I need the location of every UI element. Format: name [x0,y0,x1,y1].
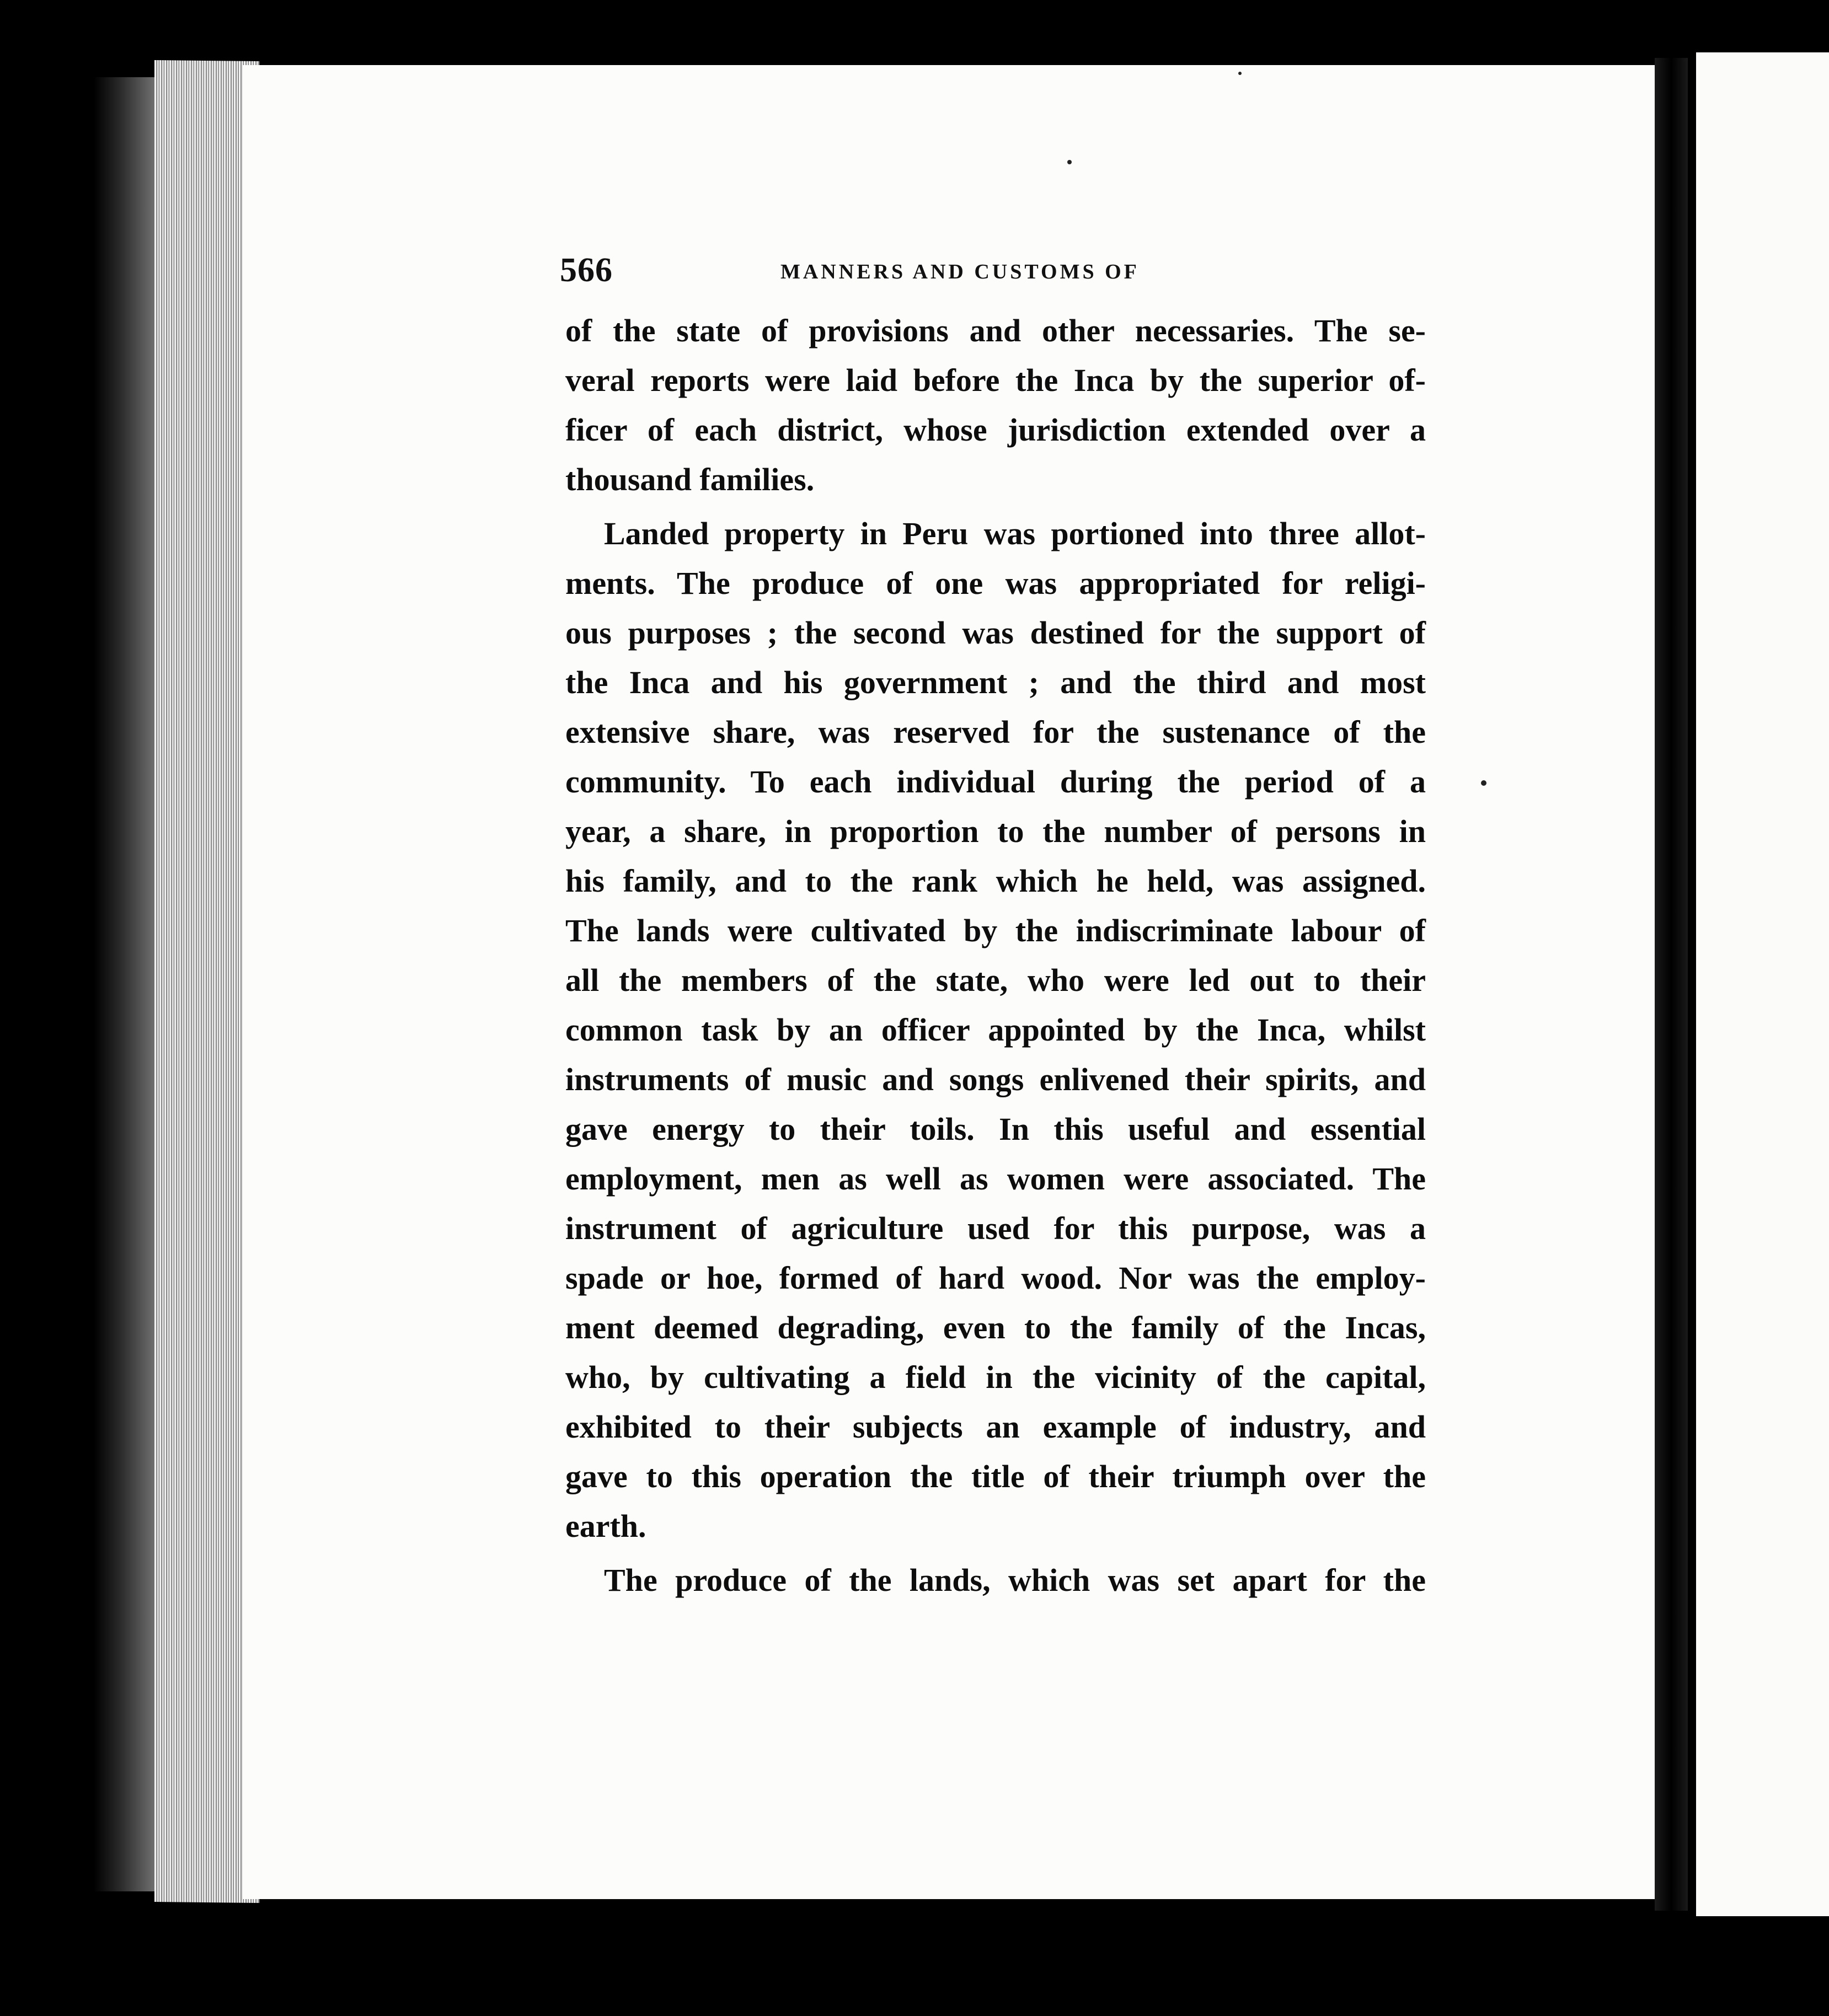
text-line: of the state of provisions and other necessaries. The se- [565,313,1426,348]
text-line: ficer of each district, whose jurisdiction extended over a [565,412,1426,448]
text-line: The lands were cultivated by the indiscriminate labour of [565,913,1426,948]
running-head [560,251,1420,295]
text-line: gave to this operation the title of their triumph over the [565,1459,1426,1494]
text-line: year, a share, in proportion to the number of persons in [565,813,1426,849]
text-line: The produce of the lands, which was set apart for the [604,1562,1426,1598]
body-text [565,306,1426,1610]
book-gutter [1655,58,1688,1911]
text-line: extensive share, was reserved for the sustenance of the [565,714,1426,750]
text-line: his family, and to the rank which he held, was assigned. [565,863,1426,899]
text-line: gave energy to their toils. In this useful and essential [565,1111,1426,1147]
text-line: veral reports were laid before the Inca by the superior of- [565,362,1426,398]
paragraph-2 [565,509,1426,1551]
running-title: MANNERS AND CUSTOMS OF [780,260,1140,283]
text-line: common task by an officer appointed by the Inca, whilst [565,1012,1426,1048]
text-line: Landed property in Peru was portioned into three allot- [604,516,1426,551]
facing-page [1696,52,1829,1916]
scan-speck [1067,160,1072,164]
text-line: instrument of agriculture used for this purpose, was a [565,1210,1426,1246]
text-line: the Inca and his government ; and the third and most [565,664,1426,700]
paragraph-1 [565,306,1426,505]
scan-speck [1481,780,1486,786]
text-line: who, by cultivating a field in the vicinity of the capital, [565,1359,1426,1395]
text-line: employment, men as well as women were associated. The [565,1161,1426,1197]
scan-speck [1238,72,1242,75]
text-line: ment deemed degrading, even to the family of the Incas, [565,1310,1426,1345]
text-line: ous purposes ; the second was destined for the support of [565,615,1426,651]
paragraph-3 [565,1556,1426,1605]
text-line: exhibited to their subjects an example of industry, and [565,1409,1426,1445]
text-line: spade or hoe, formed of hard wood. Nor was the employ- [565,1260,1426,1296]
page-number: 566 [560,251,613,289]
text-line: all the members of the state, who were led out to their [565,962,1426,998]
text-line: instruments of music and songs enlivened their spirits, and [565,1061,1426,1097]
text-line: community. To each individual during the period of a [565,764,1426,800]
text-line: earth. [565,1508,646,1544]
text-line: ments. The produce of one was appropriated for religi- [565,565,1426,601]
page-edge-shadow [94,77,160,1891]
text-line: thousand families. [565,462,815,497]
